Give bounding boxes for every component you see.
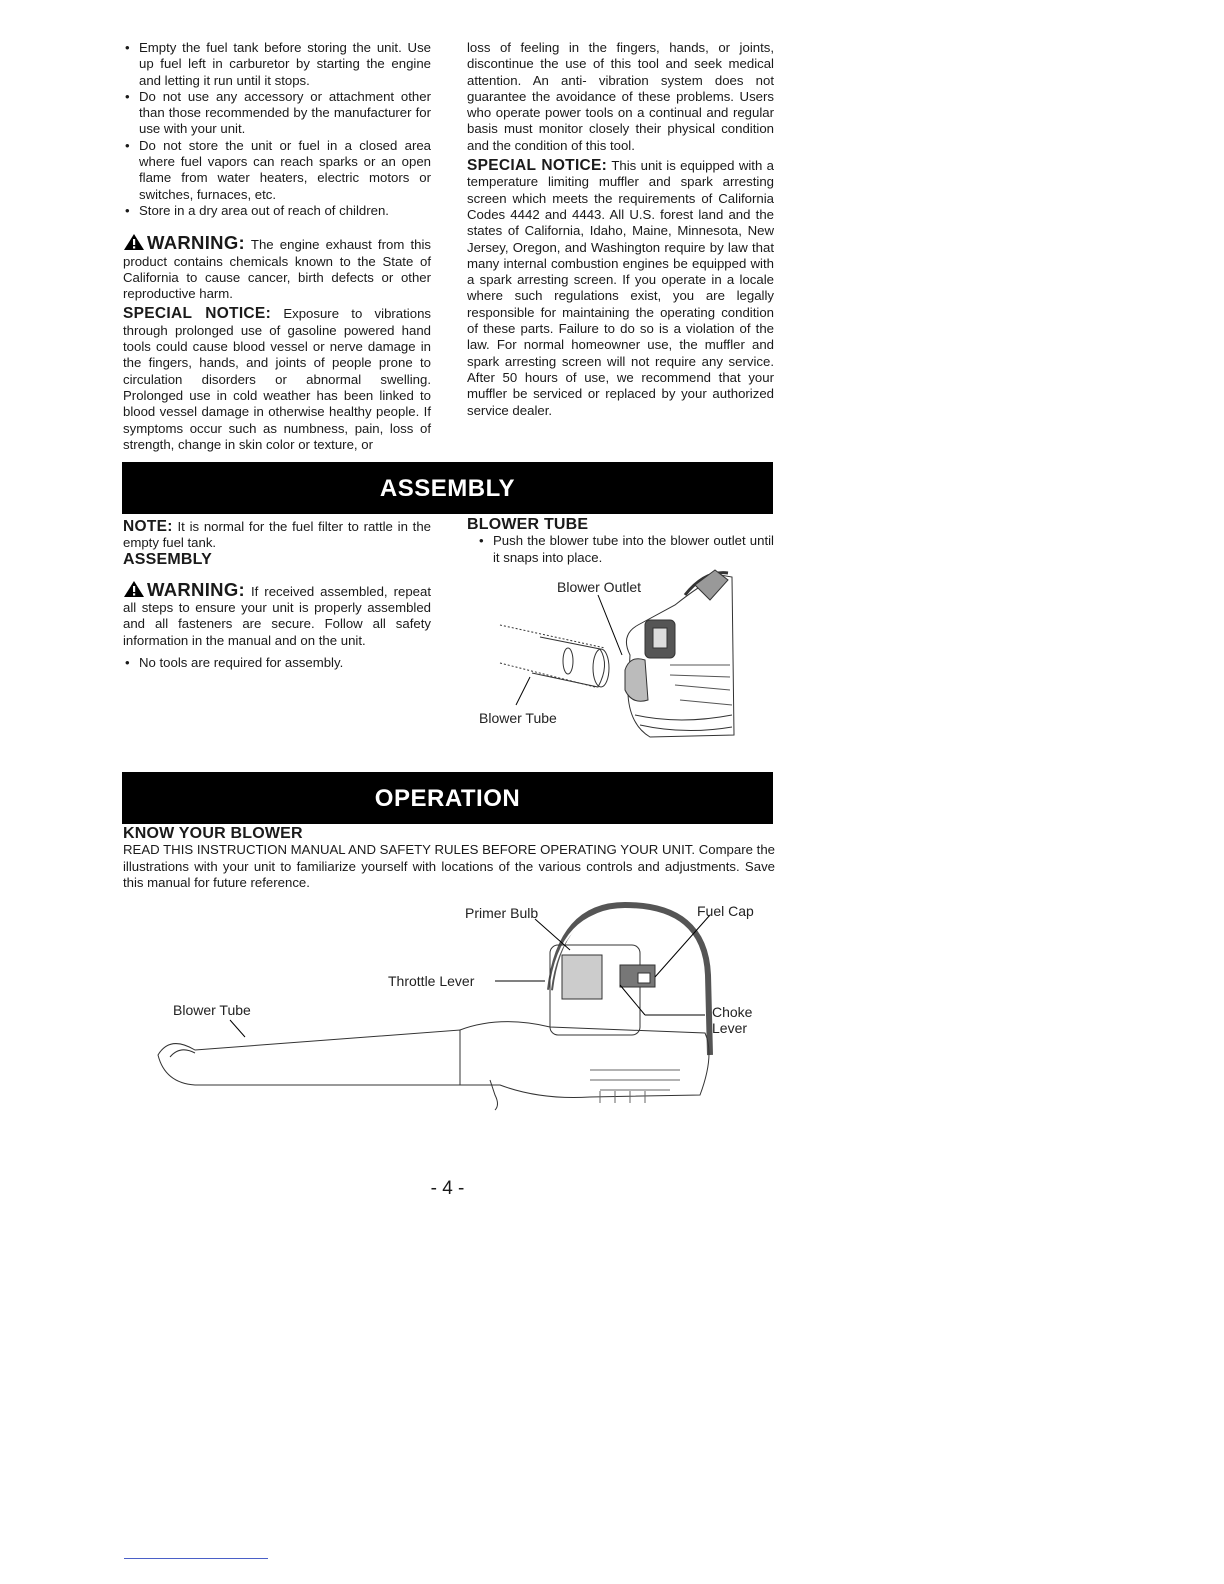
list-item: • Do not use any accessory or attachment other than those recommended by the manufacturer for use with your unit. — [123, 89, 431, 138]
list-item: • Store in a dry area out of reach of children. — [123, 203, 431, 219]
fuel-cap-label: Fuel Cap — [697, 903, 754, 919]
note-paragraph — [123, 519, 431, 552]
assembly-bullet-list — [123, 655, 431, 671]
blower-tube-heading: BLOWER TUBE — [467, 516, 589, 533]
primer-bulb-label: Primer Bulb — [465, 905, 539, 921]
blower-tube-bullet-list — [467, 533, 774, 566]
warning-triangle-icon — [123, 580, 145, 598]
throttle-lever-label: Throttle Lever — [388, 973, 475, 989]
assembly-left-column — [123, 519, 431, 671]
special-notice-paragraph — [123, 306, 431, 453]
blower-tube-column — [467, 517, 774, 566]
choke-lever-label-line1: Choke — [712, 1004, 753, 1020]
blower-outlet-label: Blower Outlet — [557, 579, 642, 595]
operation-section — [123, 826, 775, 891]
special-notice-label: SPECIAL NOTICE: — [123, 305, 272, 323]
warning-paragraph — [123, 233, 431, 302]
special-notice-label: SPECIAL NOTICE: — [467, 157, 608, 175]
special-notice-text: This unit is equipped with a temperature limiting muffler and spark arresting screen which meets the requirements of California Codes 4442 and 4443. All U.S. forest land and the states of California, Idaho, Maine, Minnesota, New Jersey, Oregon, and Washington require by law that many internal combustion engines be equipped with a spark arresting screen. If you operate in a locale where such regulations exist, you are legally responsible for maintaining the operating condition of these parts. Failure to do so is a violation of the law. For normal homeowner use, the muffler and spark arresting screen will not require any service. After 50 hours of use, we recommend that your muffler be serviced or replaced by your authorized service dealer. — [467, 158, 775, 418]
list-item: • Empty the fuel tank before storing the unit. Use up fuel left in carburetor by starting the engine and letting it run until it stops. — [123, 40, 431, 89]
top-left-column — [123, 40, 431, 453]
blower-tube-label: Blower Tube — [479, 710, 557, 726]
note-text: It is normal for the fuel filter to rattle in the empty fuel tank. — [123, 519, 431, 551]
assembly-heading: ASSEMBLY — [123, 550, 213, 568]
page-number: - 4 - — [430, 1178, 465, 1199]
blower-tube-label-2: Blower Tube — [173, 1002, 251, 1018]
special-notice-text: Exposure to vibrations through prolonged use of gasoline powered hand tools could cause blood vessel or nerve damage in the fingers, hands, and joints of people prone to circulation disorders or abnormal swelling. Prolonged use in cold weather has been linked to blood vessel damage in otherwise healthy people. If symptoms occur such as numbness, pain, loss of strength, change in skin color or texture, or — [123, 306, 432, 452]
vibration-continued-text: loss of feeling in the fingers, hands, or joints, discontinue the use of this tool and seek medical attention. An anti- vibration system does not guarantee the avoidance of these problems. Users who operate power tools on a continual and regular basis must monitor closely their physical condition and the condition of this tool. — [467, 40, 774, 153]
choke-lever-label-line2: Lever — [712, 1020, 748, 1036]
warning-label: WARNING: — [147, 578, 245, 600]
list-item: • No tools are required for assembly. — [123, 655, 431, 671]
warning-triangle-icon — [123, 233, 145, 251]
assembly-warning-paragraph — [123, 580, 431, 649]
list-item: • Push the blower tube into the blower outlet until it snaps into place. — [477, 533, 774, 566]
special-notice-paragraph-2 — [467, 158, 774, 419]
know-your-blower-heading: KNOW YOUR BLOWER — [123, 825, 303, 842]
top-right-column — [467, 40, 774, 419]
footer-divider — [124, 1558, 268, 1559]
know-your-blower-intro: READ THIS INSTRUCTION MANUAL AND SAFETY RULES BEFORE OPERATING YOUR UNIT. Compare the illustrations with your unit to familiarize yourself with locations of the various controls and adjustments. Save this manual for future reference. — [123, 842, 775, 890]
storage-bullet-list — [123, 40, 431, 219]
warning-label: WARNING: — [147, 232, 245, 254]
note-label: NOTE: — [123, 518, 173, 535]
warning-text: If received assembled, repeat all steps to ensure your unit is properly assembled and all fasteners are secure. Follow all safety information in the manual and on the unit. — [123, 583, 431, 648]
list-item: • Do not store the unit or fuel in a closed area where fuel vapors can reach sparks or an open flame from water heaters, electric motors or switches, furnaces, etc. — [123, 138, 431, 203]
operation-banner: OPERATION — [122, 772, 773, 824]
assembly-banner: ASSEMBLY — [122, 462, 773, 514]
warning-text: The engine exhaust from this product contains chemicals known to the State of California to cause cancer, birth defects or other reproductive harm. — [123, 237, 431, 302]
